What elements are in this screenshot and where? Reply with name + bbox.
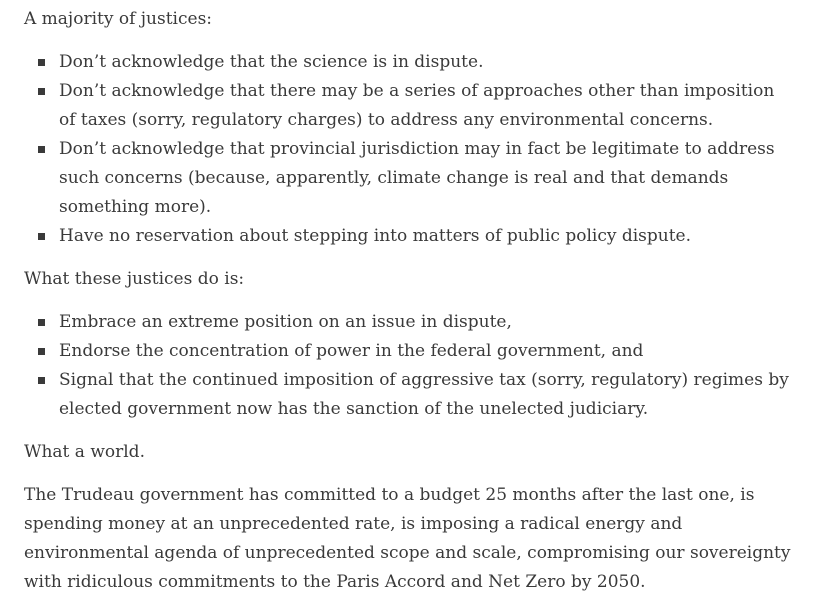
square-bullet-icon: [38, 59, 45, 66]
square-bullet-icon: [38, 233, 45, 240]
list-item-text: Don’t acknowledge that the science is in dispute.: [59, 52, 484, 72]
square-bullet-icon: [38, 319, 45, 326]
intro-heading: A majority of justices:: [24, 9, 213, 29]
list-item: [24, 77, 794, 135]
list-item: [24, 48, 794, 77]
list-item: [24, 135, 794, 222]
list-item: [24, 308, 794, 337]
list-item: [24, 222, 794, 251]
square-bullet-icon: [38, 146, 45, 153]
list-item-text: Embrace an extreme position on an issue in dispute,: [59, 312, 512, 332]
square-bullet-icon: [38, 377, 45, 384]
what-a-world-text: What a world.: [24, 442, 145, 462]
list-item-text: Signal that the continued imposition of aggressive tax (sorry, regulatory) regimes by elected government now has the sanction of the unelected judiciary.: [59, 370, 789, 419]
majority-list: [24, 48, 794, 251]
second-heading: What these justices do is:: [24, 269, 245, 289]
square-bullet-icon: [38, 88, 45, 95]
list-item-text: Endorse the concentration of power in the federal government, and: [59, 341, 644, 361]
closing-paragraph: The Trudeau government has committed to a budget 25 months after the last one, is spending money at an unprecedented rate, is imposing a radical energy and environmental agenda of unprecedented scope and scale, compromising our sovereignty with ridiculous commitments to the Paris Accord and Net Zero by 2050.: [24, 485, 791, 592]
list-item-text: Don’t acknowledge that provincial jurisdiction may in fact be legitimate to address such concerns (because, apparently, climate change is real and that demands something more).: [59, 139, 775, 217]
actions-list: [24, 308, 794, 424]
list-item: [24, 337, 794, 366]
list-item-text: Don’t acknowledge that there may be a series of approaches other than imposition of taxes (sorry, regulatory charges) to address any environmental concerns.: [59, 81, 775, 130]
list-item: [24, 366, 794, 424]
square-bullet-icon: [38, 348, 45, 355]
list-item-text: Have no reservation about stepping into matters of public policy dispute.: [59, 226, 692, 246]
